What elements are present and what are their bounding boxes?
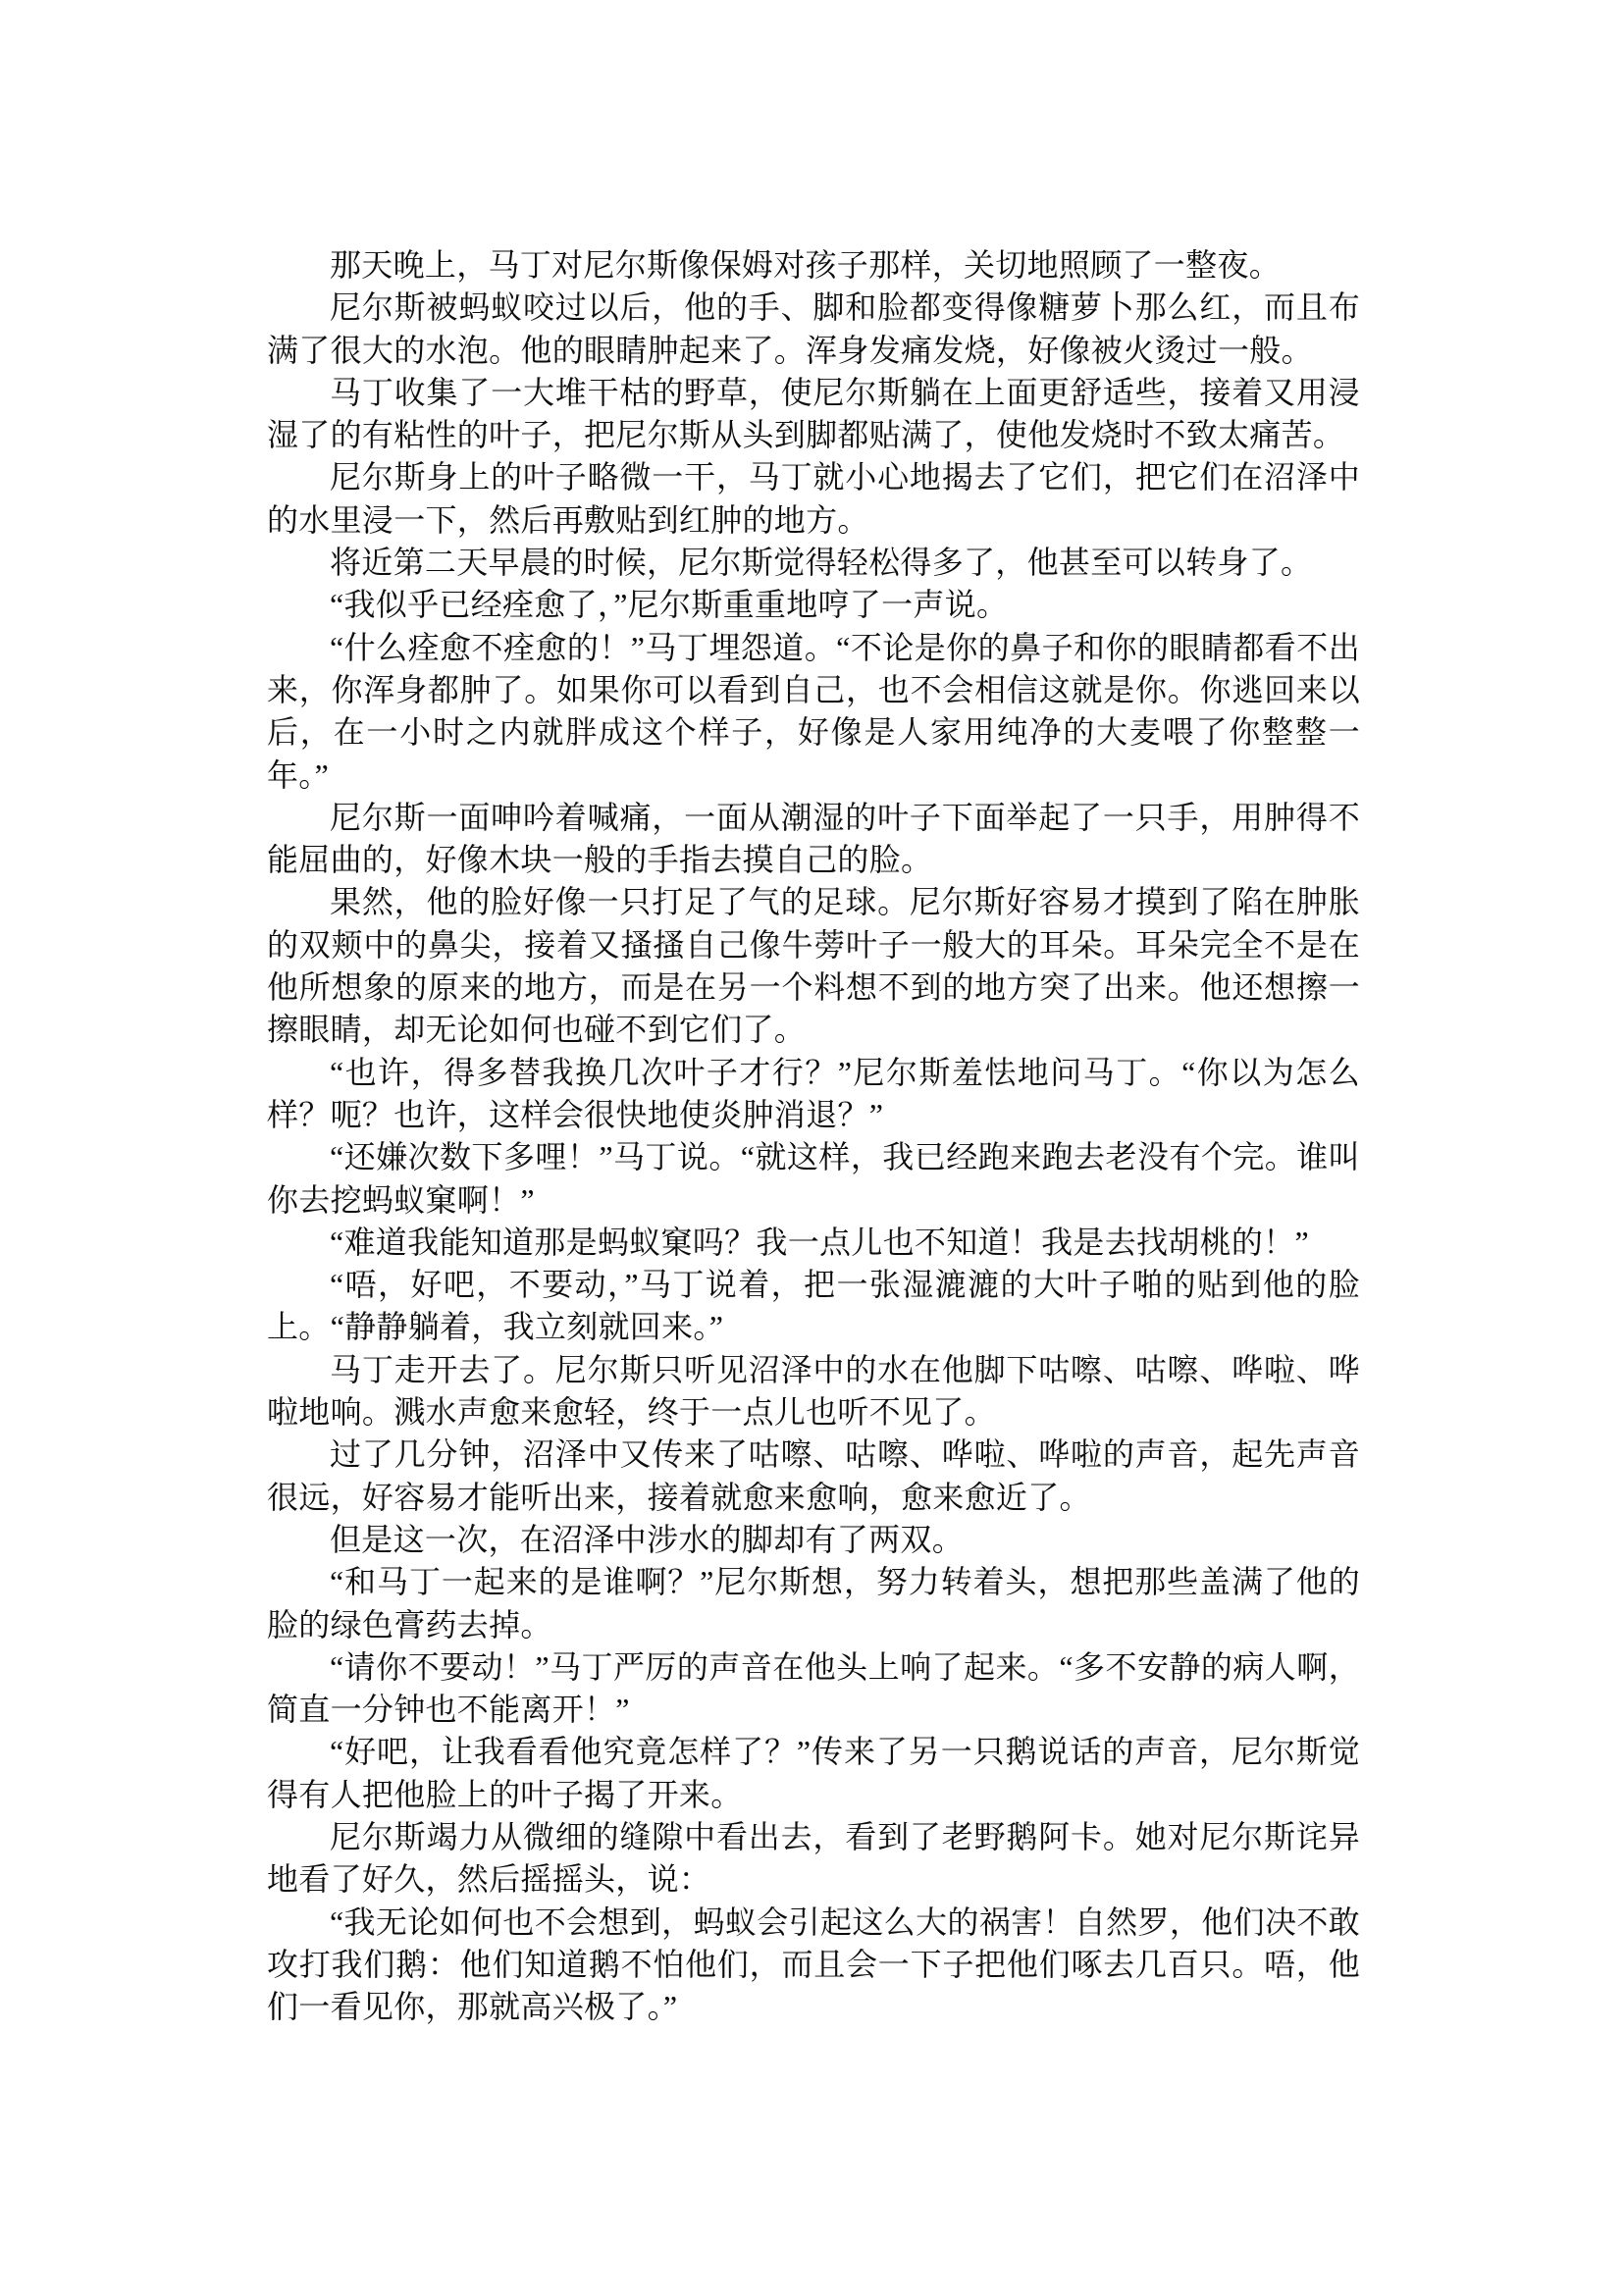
paragraph: 果然，他的脸好像一只打足了气的足球。尼尔斯好容易才摸到了陷在肿胀的双颊中的鼻尖，接着又搔搔自己像牛蒡叶子一般大的耳朵。耳朵完全不是在他所想象的原来的地方，而是在另一个料想不到的地方突了出来。他还想擦一擦眼睛，却无论如何也碰不到它们了。 — [267, 884, 1360, 1048]
paragraph: 过了几分钟，沼泽中又传来了咕嚓、咕嚓、哗啦、哗啦的声音，起先声音很远，好容易才能听出来，接着就愈来愈响，愈来愈近了。 — [267, 1436, 1360, 1515]
paragraph: “和马丁一起来的是谁啊？”尼尔斯想，努力转着头，想把那些盖满了他的脸的绿色膏药去掉。 — [267, 1564, 1360, 1642]
paragraph: 尼尔斯一面呻吟着喊痛，一面从潮湿的叶子下面举起了一只手，用肿得不能屈曲的，好像木块一般的手指去摸自己的脸。 — [267, 799, 1360, 878]
paragraph: 那天晚上，马丁对尼尔斯像保姆对孩子那样，关切地照顾了一整夜。 — [330, 247, 1282, 283]
paragraph: 将近第二天早晨的时候，尼尔斯觉得轻松得多了，他甚至可以转身了。 — [330, 545, 1313, 581]
paragraph: 尼尔斯身上的叶子略微一干，马丁就小心地揭去了它们，把它们在沼泽中的水里浸一下，然后再敷贴到红肿的地方。 — [267, 459, 1360, 538]
paragraph: “也许，得多替我换几次叶子才行？”尼尔斯羞怯地问马丁。“你以为怎么样？呃？也许，这样会很快地使炎肿消退？” — [267, 1054, 1360, 1132]
paragraph: “请你不要动！”马丁严厉的声音在他头上响了起来。“多不安静的病人啊，简直一分钟也不能离开！” — [267, 1648, 1360, 1728]
paragraph: “什么痊愈不痊愈的！”马丁埋怨道。“不论是你的鼻子和你的眼睛都看不出来，你浑身都肿了。如果你可以看到自己，也不会相信这就是你。你逃回来以后，在一小时之内就胖成这个样子，好像是人家用纯净的大麦喂了你整整一年。” — [267, 629, 1360, 793]
paragraph: “唔，好吧，不要动，”马丁说着，把一张湿漉漉的大叶子啪的贴到他的脸上。“静静躺着，我立刻就回来。” — [267, 1267, 1360, 1345]
body-text — [267, 244, 1360, 2028]
paragraph: 马丁走开去了。尼尔斯只听见沼泽中的水在他脚下咕嚓、咕嚓、哗啦、哗啦地响。溅水声愈来愈轻，终于一点儿也听不见了。 — [267, 1351, 1360, 1431]
paragraph: 马丁收集了一大堆干枯的野草，使尼尔斯躺在上面更舒适些，接着又用浸湿了的有粘性的叶子，把尼尔斯从头到脚都贴满了，使他发烧时不致太痛苦。 — [267, 374, 1360, 453]
paragraph: “还嫌次数下多哩！”马丁说。“就这样，我已经跑来跑去老没有个完。谁叫你去挖蚂蚁窠啊！” — [267, 1139, 1360, 1218]
paragraph: 尼尔斯竭力从微细的缝隙中看出去，看到了老野鹅阿卡。她对尼尔斯诧异地看了好久，然后摇摇头，说： — [267, 1818, 1360, 1898]
paragraph: 但是这一次，在沼泽中涉水的脚却有了两双。 — [330, 1521, 965, 1557]
paragraph: “我似乎已经痊愈了，”尼尔斯重重地哼了一声说。 — [330, 587, 1009, 623]
paragraph: “难道我能知道那是蚂蚁窠吗？我一点儿也不知道！我是去找胡桃的！” — [330, 1224, 1310, 1260]
paragraph: “好吧，让我看看他究竟怎样了？”传来了另一只鹅说话的声音，尼尔斯觉得有人把他脸上的叶子揭了开来。 — [267, 1734, 1360, 1812]
paragraph: “我无论如何也不会想到，蚂蚁会引起这么大的祸害！自然罗，他们决不敢攻打我们鹅：他们知道鹅不怕他们，而且会一下子把他们啄去几百只。唔，他们一看见你，那就高兴极了。” — [267, 1903, 1360, 2025]
paragraph: 尼尔斯被蚂蚁咬过以后，他的手、脚和脸都变得像糖萝卜那么红，而且布满了很大的水泡。他的眼睛肿起来了。浑身发痛发烧，好像被火烫过一般。 — [267, 289, 1360, 368]
